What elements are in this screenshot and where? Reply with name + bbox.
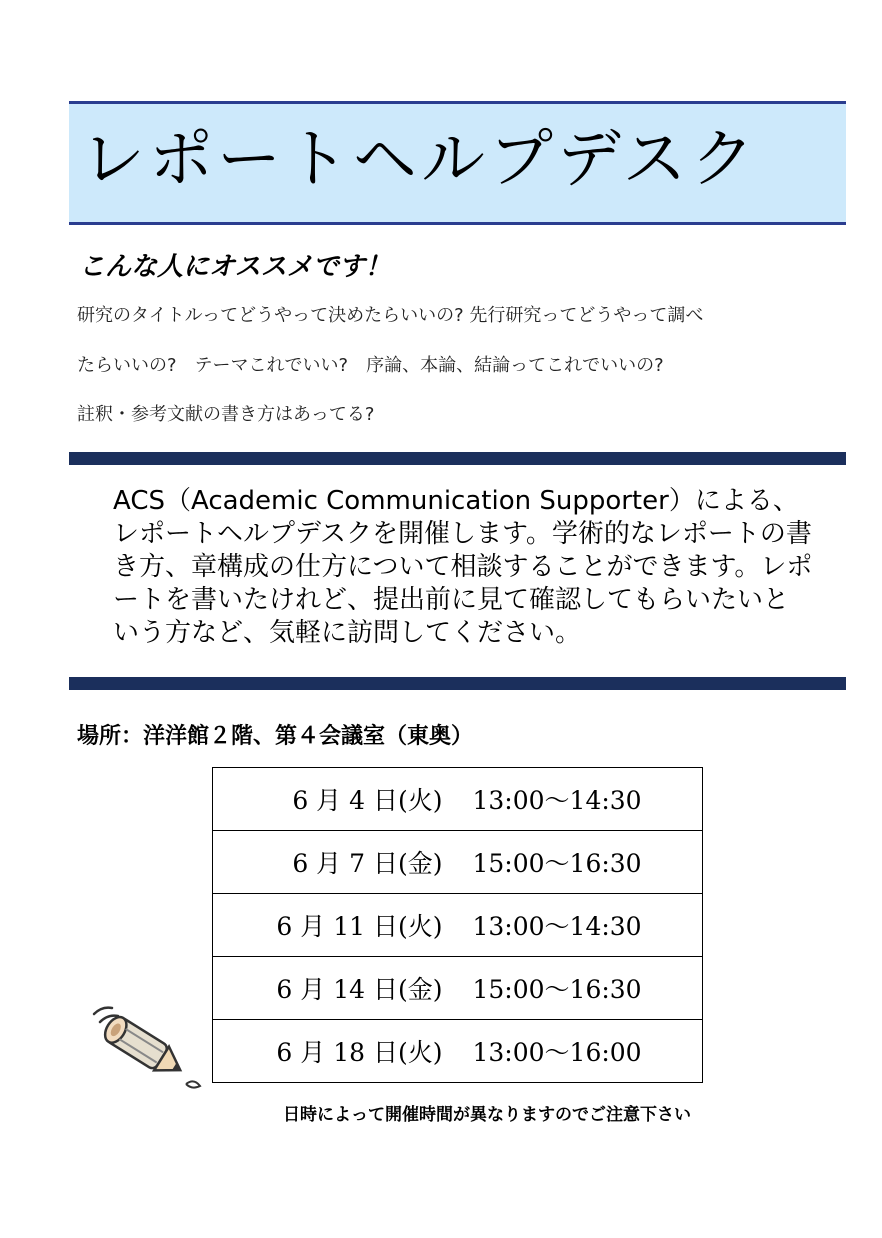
intro-paragraph: ACS（Academic Communication Supporter）による、レポートヘルプデスクを開催します。学術的なレポートの書き方、章構成の仕方について相談することができます。レポートを書いたけれど、提出前に見て確認してもらいたいという方など、気軽に訪問してください。	[113, 486, 813, 648]
schedule-row	[213, 894, 703, 957]
schedule-row	[213, 1020, 703, 1083]
recommend-heading: こんな人にオススメです！	[79, 252, 391, 282]
schedule-date: 6 月 18 日(火)	[276, 1038, 443, 1067]
schedule-table	[212, 767, 703, 1083]
schedule-date: 6 月 4 日(火)	[292, 786, 443, 815]
schedule-date: 6 月 14 日(金)	[276, 975, 443, 1004]
page-title: レポートヘルプデスク	[81, 123, 759, 197]
pencil-icon	[88, 1000, 208, 1095]
question-line-1: 研究のタイトルってどうやって決めたらいいの? 先行研究ってどうやって調べ	[77, 305, 704, 326]
schedule-time: 13:00～14:30	[472, 912, 642, 941]
title-banner	[69, 101, 846, 225]
schedule-row	[213, 957, 703, 1020]
schedule-date: 6 月 7 日(金)	[292, 849, 443, 878]
divider-bottom	[69, 677, 846, 690]
schedule-time: 15:00～16:30	[472, 975, 642, 1004]
note-text: 日時によって開催時間が異なりますのでご注意下さい	[283, 1105, 691, 1125]
schedule-row	[213, 768, 703, 831]
location-label: 場所：洋洋館２階、第４会議室（東奥）	[77, 724, 474, 749]
schedule-date: 6 月 11 日(火)	[276, 912, 443, 941]
schedule-time: 13:00～14:30	[472, 786, 642, 815]
schedule-row	[213, 831, 703, 894]
schedule-time: 13:00～16:00	[472, 1038, 642, 1067]
schedule-time: 15:00～16:30	[472, 849, 642, 878]
question-line-2: たらいいの? テーマこれでいい? 序論、本論、結論ってこれでいいの?	[77, 355, 664, 376]
question-line-3: 註釈・参考文献の書き方はあってる?	[77, 404, 375, 425]
divider-top	[69, 452, 846, 465]
